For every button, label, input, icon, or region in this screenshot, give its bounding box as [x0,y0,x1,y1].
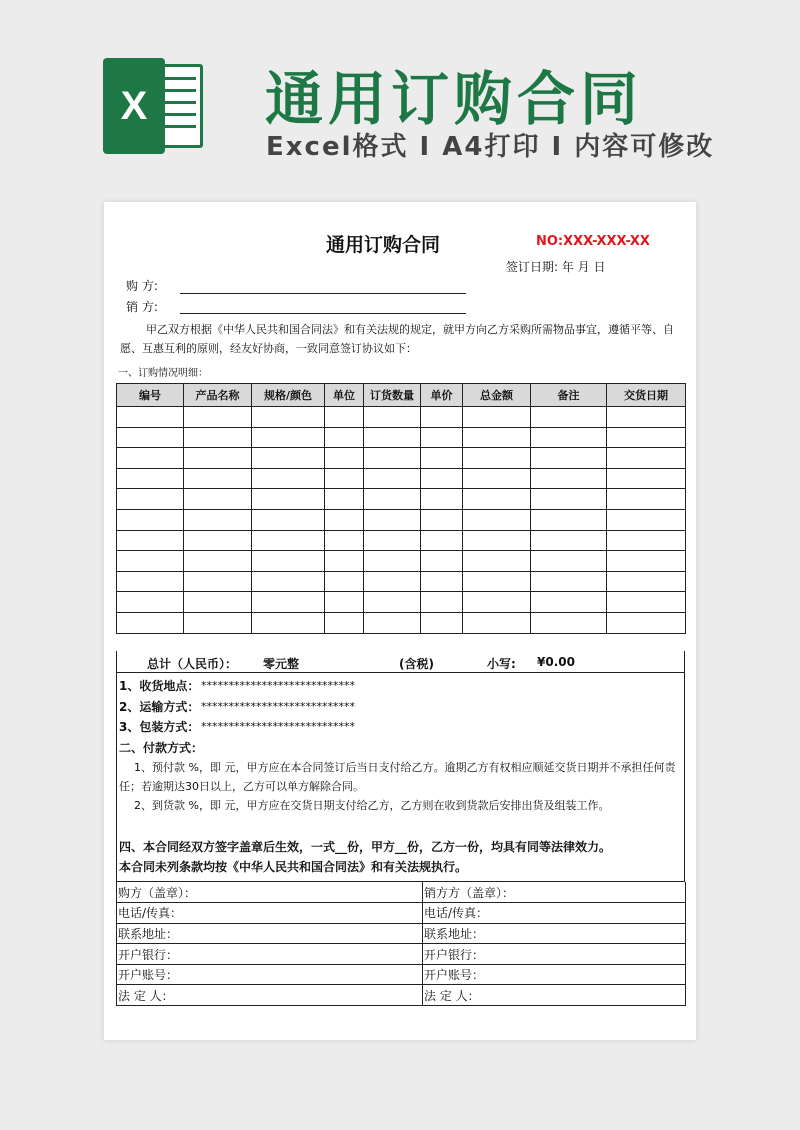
table-cell[interactable] [325,509,364,530]
table-cell[interactable] [531,592,607,613]
table-cell[interactable] [463,448,531,469]
table-cell[interactable] [463,530,531,551]
table-cell[interactable] [117,489,184,510]
seller-sign-field[interactable]: 联系地址： [423,923,686,944]
table-row [117,612,686,633]
table-cell[interactable] [531,407,607,428]
table-cell[interactable] [421,551,463,572]
signing-row [117,882,686,903]
intro-paragraph: 甲乙双方根据《中华人民共和国合同法》和有关法规的规定，就甲方向乙方采购所需物品事宜，遵循平等、自愿、互惠互利的原则，经友好协商，一致同意签订协议如下： [120,323,674,355]
table-cell[interactable] [184,509,252,530]
table-cell[interactable] [252,448,325,469]
table-row [117,592,686,613]
buyer-label: 购 方: [126,279,158,293]
transport-value[interactable]: **************************** [201,700,355,713]
col-header-product: 产品名称 [184,384,252,407]
doc-title: 通用订购合同 [326,234,441,256]
delivery-place-label: 1、收货地点： [119,679,200,693]
table-cell[interactable] [117,551,184,572]
delivery-place-value[interactable]: **************************** [201,679,355,692]
buyer-line[interactable] [180,293,466,294]
table-row [117,571,686,592]
banner-title: 通用订购合同 [265,65,644,133]
table-cell[interactable] [252,571,325,592]
seller-sign-field[interactable]: 开户账号： [423,964,686,985]
table-cell[interactable] [463,427,531,448]
table-cell[interactable] [607,612,686,633]
table-row [117,448,686,469]
table-cell[interactable] [463,468,531,489]
total-row [117,651,684,673]
table-cell[interactable] [364,592,421,613]
table-cell[interactable] [421,489,463,510]
table-cell[interactable] [531,489,607,510]
table-cell[interactable] [184,551,252,572]
table-cell[interactable] [325,489,364,510]
table-cell[interactable] [531,571,607,592]
col-header-remark: 备注 [531,384,607,407]
table-cell[interactable] [421,530,463,551]
table-cell[interactable] [252,530,325,551]
table-cell[interactable] [463,407,531,428]
table-row [117,551,686,572]
table-cell[interactable] [463,592,531,613]
table-cell[interactable] [184,427,252,448]
buyer-sign-field[interactable]: 开户账号： [117,964,423,985]
table-cell[interactable] [607,468,686,489]
table-cell[interactable] [531,551,607,572]
packing-label: 3、包装方式： [119,720,200,734]
items-header-row [117,384,686,407]
table-cell[interactable] [364,468,421,489]
signing-table [116,882,686,1006]
table-cell[interactable] [184,448,252,469]
col-header-amount: 总金额 [463,384,531,407]
table-cell[interactable] [117,592,184,613]
col-header-delivery-date: 交货日期 [607,384,686,407]
table-cell[interactable] [184,592,252,613]
table-cell[interactable] [325,592,364,613]
table-cell[interactable] [117,468,184,489]
table-cell[interactable] [421,509,463,530]
packing-value[interactable]: **************************** [201,720,355,733]
table-cell[interactable] [421,407,463,428]
table-cell[interactable] [607,448,686,469]
col-header-spec: 规格/颜色 [252,384,325,407]
doc-number: NO:XXX-XXX-XX [536,234,650,249]
contract-page [104,202,696,1040]
table-cell[interactable] [607,530,686,551]
table-cell[interactable] [421,427,463,448]
table-cell[interactable] [252,592,325,613]
table-cell[interactable] [184,468,252,489]
table-cell[interactable] [325,468,364,489]
table-cell[interactable] [364,407,421,428]
col-header-unit: 单位 [325,384,364,407]
section-order-details: 一、订购情况明细： [118,368,208,379]
table-cell[interactable] [252,427,325,448]
table-cell[interactable] [252,468,325,489]
buyer-sign-field[interactable]: 电话/传真： [117,903,423,924]
table-cell[interactable] [463,571,531,592]
col-header-no: 编号 [117,384,184,407]
signing-row [117,985,686,1006]
seller-sign-field[interactable]: 电话/传真： [423,903,686,924]
items-table [116,383,686,634]
table-cell[interactable] [325,530,364,551]
table-cell[interactable] [531,427,607,448]
table-cell[interactable] [607,427,686,448]
clause-4-line-2: 本合同未列条款均按《中华人民共和国合同法》和有关法规执行。 [119,860,468,874]
table-row [117,509,686,530]
seller-sign-field[interactable]: 法 定 人： [423,985,686,1006]
table-cell[interactable] [184,612,252,633]
table-cell[interactable] [531,530,607,551]
table-cell[interactable] [364,489,421,510]
table-cell[interactable] [421,592,463,613]
buyer-sign-field[interactable]: 开户银行： [117,944,423,965]
col-header-price: 单价 [421,384,463,407]
excel-logo-icon [103,58,205,154]
table-cell[interactable] [184,571,252,592]
table-cell[interactable] [252,489,325,510]
transport-label: 2、运输方式： [119,700,200,714]
table-cell[interactable] [325,571,364,592]
table-cell[interactable] [607,551,686,572]
table-cell[interactable] [463,612,531,633]
signing-row [117,903,686,924]
table-cell[interactable] [531,468,607,489]
table-cell[interactable] [117,509,184,530]
table-row [117,468,686,489]
table-row [117,530,686,551]
buyer-sign-field[interactable]: 购方（盖章）： [117,882,423,903]
table-cell[interactable] [607,571,686,592]
table-cell[interactable] [607,509,686,530]
table-cell[interactable] [607,592,686,613]
table-cell[interactable] [364,427,421,448]
table-cell[interactable] [117,571,184,592]
table-cell[interactable] [117,530,184,551]
table-cell[interactable] [325,448,364,469]
table-cell[interactable] [421,448,463,469]
clause-4-line-1: 四、本合同经双方签字盖章后生效，一式__份，甲方__份，乙方一份，均具有同等法律效力。 [119,840,612,854]
banner-subtitle: Excel格式 I A4打印 I 内容可修改 [266,132,715,162]
total-label: 总计（人民币）： [147,657,238,671]
table-row [117,489,686,510]
col-header-qty: 订货数量 [364,384,421,407]
payment-clause-1: 1、预付款 %，即 元，甲方应在本合同签订后当日支付给乙方。逾期乙方有权相应顺延交货日期并不承担任何责任；若逾期达30日以上，乙方可以单方解除合同。 [119,761,676,793]
table-cell[interactable] [325,407,364,428]
buyer-sign-field[interactable]: 法 定 人： [117,985,423,1006]
small-value[interactable]: ¥0.00 [537,655,575,669]
table-cell[interactable] [252,612,325,633]
tax-note: (含税) [399,657,434,671]
table-cell[interactable] [421,612,463,633]
total-amount-words[interactable]: 零元整 [263,657,300,671]
table-cell[interactable] [463,509,531,530]
seller-label: 销 方: [126,300,158,314]
seller-sign-field[interactable]: 销方方（盖章）： [423,882,686,903]
table-cell[interactable] [364,571,421,592]
table-cell[interactable] [364,509,421,530]
table-cell[interactable] [117,448,184,469]
payment-clause-2: 2、到货款 %，即 元，甲方应在交货日期支付给乙方，乙方则在收到货款后安排出货及组装工作。 [134,799,610,812]
table-cell[interactable] [421,468,463,489]
small-label: 小写: [487,657,516,671]
table-cell[interactable] [117,407,184,428]
buyer-sign-field[interactable]: 联系地址： [117,923,423,944]
table-cell[interactable] [364,530,421,551]
table-cell[interactable] [252,551,325,572]
table-cell[interactable] [421,571,463,592]
table-cell[interactable] [252,407,325,428]
signing-row [117,923,686,944]
sign-date: 签订日期: 年 月 日 [506,260,606,274]
signing-row [117,964,686,985]
table-cell[interactable] [117,427,184,448]
seller-sign-field[interactable]: 开户银行： [423,944,686,965]
table-row [117,407,686,428]
table-cell[interactable] [531,612,607,633]
table-cell[interactable] [364,448,421,469]
table-cell[interactable] [184,489,252,510]
table-cell[interactable] [463,551,531,572]
table-cell[interactable] [607,407,686,428]
table-cell[interactable] [463,489,531,510]
table-cell[interactable] [325,551,364,572]
table-cell[interactable] [325,612,364,633]
table-cell[interactable] [184,407,252,428]
table-cell[interactable] [184,530,252,551]
table-cell[interactable] [531,448,607,469]
table-cell[interactable] [364,612,421,633]
excel-x-badge: X [103,58,165,154]
table-cell[interactable] [252,509,325,530]
table-cell[interactable] [325,427,364,448]
seller-line[interactable] [180,313,466,314]
table-row [117,427,686,448]
signing-row [117,944,686,965]
table-cell[interactable] [117,612,184,633]
table-cell[interactable] [531,509,607,530]
table-cell[interactable] [607,489,686,510]
table-cell[interactable] [364,551,421,572]
payment-title: 二、付款方式： [119,741,204,755]
terms-box [116,651,685,882]
